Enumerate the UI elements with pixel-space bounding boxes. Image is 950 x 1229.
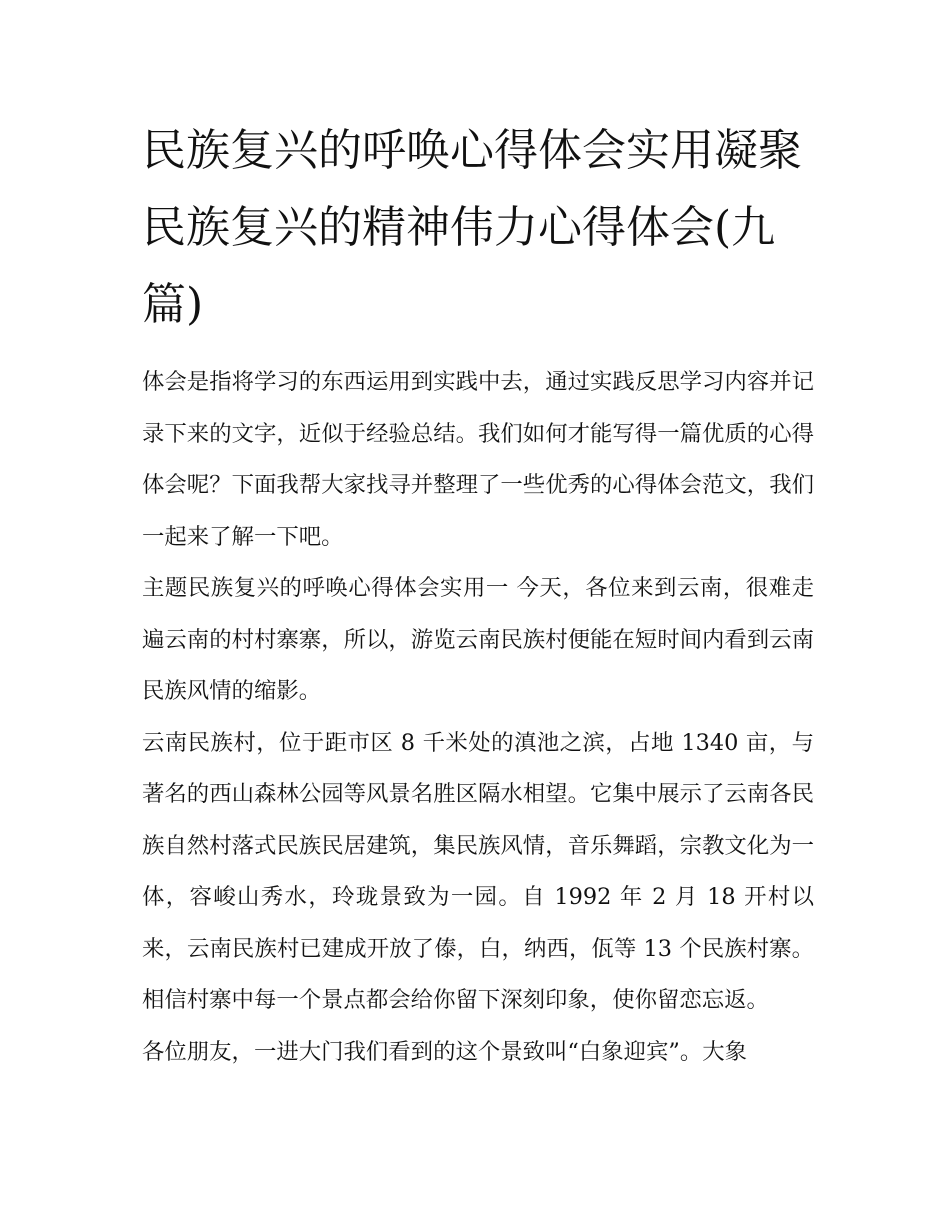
paragraph-village: 云南民族村，位于距市区 8 千米处的滇池之滨，占地 1340 亩，与著名的西山森林公园等风景名胜区隔水相望。它集中展示了云南各民族自然村落式民族民居建筑，集民族风情，音乐舞蹈，宗教文化为一体，容峻山秀水，玲珑景致为一园。自 1992 年 2 月 18 开村以来，云南民族村已建成开放了傣，白，纳西，佤等 13 个民族村寨。相信村寨中每一个景点都会给你留下深刻印象，使你留恋忘返。 xyxy=(142,729,814,1013)
document-title: 民族复兴的呼唤心得体会实用凝聚民族复兴的精神伟力心得体会(九篇) xyxy=(142,125,802,330)
paragraph-intro: 体会是指将学习的东西运用到实践中去，通过实践反思学习内容并记录下来的文字，近似于经验总结。我们如何才能写得一篇优质的心得体会呢？下面我帮大家找寻并整理了一些优秀的心得体会范文，我们一起来了解一下吧。 xyxy=(142,369,814,550)
paragraph-entrance: 各位朋友，一进大门我们看到的这个景致叫“白象迎宾”。大象 xyxy=(142,1038,748,1065)
paragraph-theme: 主题民族复兴的呼唤心得体会实用一 今天，各位来到云南，很难走遍云南的村村寨寨，所以，游览云南民族村便能在短时间内看到云南民族风情的缩影。 xyxy=(142,575,814,704)
document-body xyxy=(142,112,814,1078)
